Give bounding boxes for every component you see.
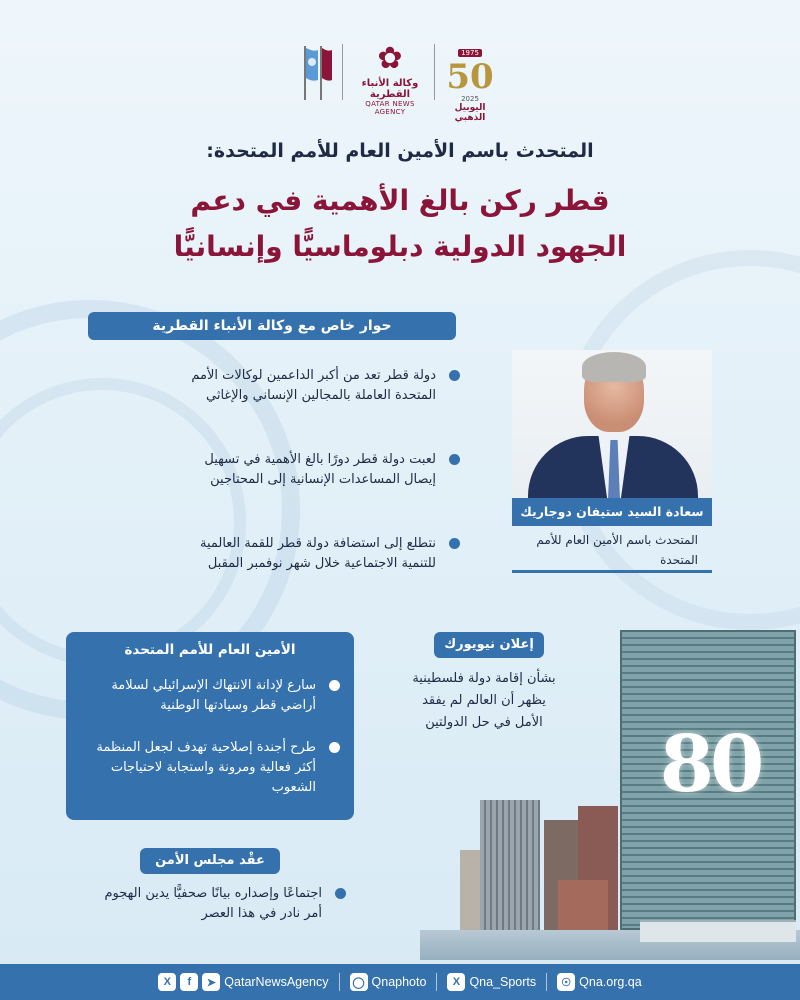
bullet-dot-icon [449, 538, 460, 549]
name-underline [512, 570, 712, 573]
un-80-mark: 80 [659, 719, 761, 810]
sub-headline: المتحدث باسم الأمين العام للأمم المتحدة: [206, 140, 594, 162]
sg-bullets [80, 676, 342, 820]
x-icon[interactable]: X [158, 973, 176, 991]
new-york-label: إعلان نيويورك [434, 632, 544, 658]
new-york-text: بشأن إقامة دولة فلسطينية يظهر أن العالم لم يفقد الأمل في حل الدولتين [412, 671, 556, 730]
list-item [80, 676, 342, 716]
logo-divider [434, 44, 435, 100]
globe-icon[interactable]: ☉ [557, 973, 575, 991]
building-shape [480, 800, 540, 930]
bullet-text: سارع لإدانة الانتهاك الإسرائيلي لسلامة أراضي قطر وسيادتها الوطنية [111, 678, 316, 713]
golden-jubilee-logo [440, 40, 500, 123]
bullet-dot-icon [329, 680, 340, 691]
jubilee-label: اليوبيل الذهبي [454, 103, 486, 123]
security-council-label: عقْد مجلس الأمن [140, 848, 280, 874]
qna-mark-icon: ✿ [377, 41, 403, 76]
social-group-1 [158, 973, 328, 991]
un-qatar-flags-icon [298, 42, 334, 102]
list-item [92, 884, 348, 924]
headline-line-2: الجهود الدولية دبلوماسيًّا وإنسانيًّا [173, 230, 627, 263]
bullet-text: لعبت دولة قطر دورًا بالغ الأهمية في تسهيل إيصال المساعدات الإنسانية إلى المحتاجين [204, 452, 436, 487]
bullet-text: نتطلع إلى استضافة دولة قطر للقمة العالمية للتنمية الاجتماعية خلال شهر نوفمبر المقبل [199, 536, 436, 571]
headline-line-1: قطر ركن بالغ الأهمية في دعم [190, 184, 610, 217]
list-item [180, 366, 462, 406]
logo-divider [342, 44, 343, 100]
x-icon[interactable]: X [447, 973, 465, 991]
qna-logo-ar: وكالة الأنباء القطرية [361, 78, 419, 100]
telegram-icon[interactable]: ➤ [202, 973, 220, 991]
building-shape [558, 880, 608, 930]
council-bullets [92, 884, 348, 924]
bullet-dot-icon [449, 370, 460, 381]
footer-social-bar [0, 964, 800, 1000]
un-headquarters-image [460, 630, 800, 960]
headline [0, 178, 800, 270]
social-group-3 [447, 973, 536, 991]
list-item [180, 450, 462, 490]
sg-title: الأمين العام للأمم المتحدة [124, 642, 296, 658]
facebook-icon[interactable]: f [180, 973, 198, 991]
handle-qnaphoto[interactable]: Qnaphoto [371, 975, 427, 989]
footer-divider [436, 973, 437, 991]
website-link[interactable]: Qna.org.qa [579, 975, 642, 989]
footer-divider [339, 973, 340, 991]
bullet-text: اجتماعًا وإصداره بيانًا صحفيًّا يدين الهجوم أمر نادر في هذا العصر [104, 886, 322, 921]
handle-qna-sports[interactable]: Qna_Sports [469, 975, 537, 989]
secretary-general-box [66, 632, 354, 820]
jubilee-year-end: 2025 [461, 95, 479, 103]
list-item [80, 738, 342, 798]
spokesperson-name: سعادة السيد ستيفان دوجاريك [512, 498, 712, 526]
bullet-text: طرح أجندة إصلاحية تهدف لجعل المنظمة أكثر فعالية ومرونة واستجابة لاحتياجات الشعوب [96, 740, 316, 795]
spokesperson-role: المتحدث باسم الأمين العام للأمم المتحدة [536, 533, 698, 567]
interview-bullets [180, 366, 462, 618]
bullet-text: دولة قطر تعد من أكبر الداعمين لوكالات الأمم المتحدة العاملة بالمجالين الإنساني والإغاثي [191, 368, 436, 403]
jubilee-number: 50 [446, 57, 494, 97]
bullet-dot-icon [329, 742, 340, 753]
list-item [180, 534, 462, 574]
interview-label: حوار خاص مع وكالة الأنباء القطرية [88, 312, 456, 340]
footer-divider [546, 973, 547, 991]
social-group-4 [557, 973, 642, 991]
spokesperson-photo [512, 350, 712, 500]
header-logos [0, 40, 800, 123]
qna-logo [350, 40, 430, 116]
handle-qatarnewsagency[interactable]: QatarNewsAgency [224, 975, 329, 989]
hair-shape [582, 352, 646, 382]
instagram-icon[interactable]: ◯ [350, 973, 368, 991]
qna-logo-en: QATAR NEWS AGENCY [365, 100, 415, 116]
social-group-2 [350, 973, 427, 991]
jubilee-year-start: 1975 [458, 49, 482, 57]
general-assembly-building [640, 920, 796, 942]
bullet-dot-icon [449, 454, 460, 465]
bullet-dot-icon [335, 888, 346, 899]
